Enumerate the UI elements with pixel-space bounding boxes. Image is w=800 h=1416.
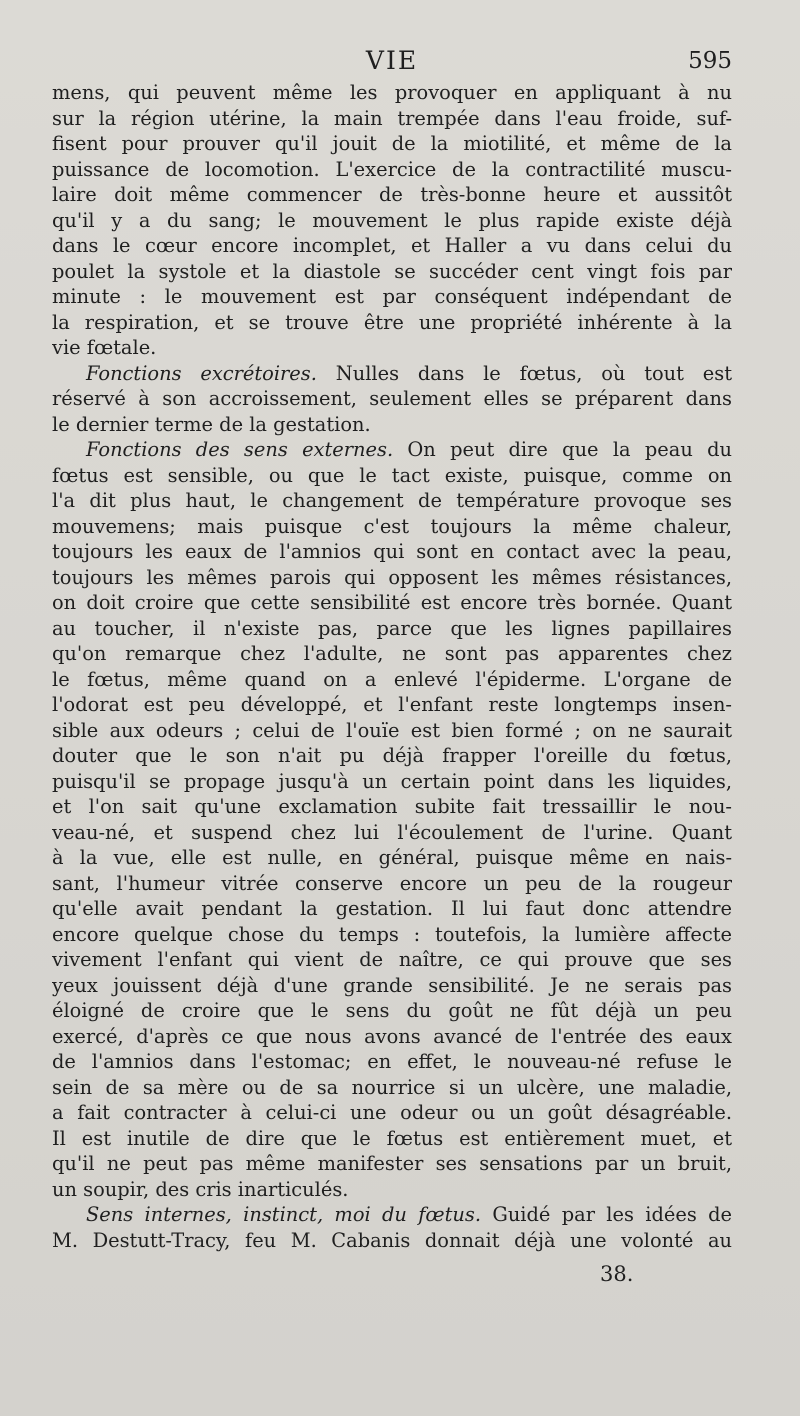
text-line bbox=[52, 616, 732, 642]
text-line bbox=[52, 692, 732, 718]
line-text: un soupir, des cris inarticulés. bbox=[52, 1177, 349, 1201]
text-line bbox=[52, 947, 732, 973]
text-line bbox=[52, 565, 732, 591]
text-line bbox=[52, 208, 732, 234]
text-line bbox=[52, 998, 732, 1024]
text-line bbox=[52, 1049, 732, 1075]
page-number: 595 bbox=[688, 48, 732, 74]
line-text: le fœtus, même quand on a enlevé l'épiderme. L'organe de bbox=[52, 667, 732, 691]
line-text: toujours les eaux de l'amnios qui sont en contact avec la peau, bbox=[52, 540, 732, 563]
line-text: fœtus est sensible, ou que le tact existe, puisque, comme on bbox=[52, 463, 732, 487]
text-line bbox=[52, 157, 732, 183]
line-text: mouvemens; mais puisque c'est toujours la même chaleur, bbox=[52, 514, 732, 538]
line-text: On peut dire que la peau du bbox=[393, 438, 732, 461]
line-text: qu'il ne peut pas même manifester ses sensations par un bruit, bbox=[52, 1152, 732, 1175]
line-text: poulet la systole et la diastole se succéder cent vingt fois par bbox=[52, 259, 732, 283]
line-text: fisent pour prouver qu'il jouit de la miotilité, et même de la bbox=[52, 132, 732, 155]
line-text: veau-né, et suspend chez lui l'écoulement de l'urine. Quant bbox=[52, 820, 732, 844]
text-line bbox=[52, 514, 732, 540]
text-line bbox=[52, 233, 732, 259]
text-line bbox=[52, 361, 732, 387]
line-text: et l'on sait qu'une exclamation subite fait tressaillir le nou- bbox=[52, 795, 732, 818]
line-text: vie fœtale. bbox=[52, 336, 157, 359]
line-text: l'a dit plus haut, le changement de température provoque ses bbox=[52, 489, 732, 512]
text-line bbox=[52, 1228, 732, 1254]
text-line bbox=[52, 106, 732, 132]
line-text: le dernier terme de la gestation. bbox=[52, 412, 371, 436]
line-text: Guidé par les idées de bbox=[481, 1203, 732, 1226]
line-text: puisqu'il se propage jusqu'à un certain point dans les liquides, bbox=[52, 769, 732, 793]
text-line bbox=[52, 284, 732, 310]
text-line bbox=[52, 641, 732, 667]
text-line bbox=[52, 973, 732, 999]
section-heading: Fonctions excrétoires. bbox=[86, 361, 317, 385]
section-heading: Fonctions des sens externes. bbox=[86, 438, 394, 461]
text-line bbox=[52, 310, 732, 336]
line-text: mens, qui peuvent même les provoquer en appliquant à nu bbox=[52, 81, 732, 104]
line-text: qu'il y a du sang; le mouvement le plus rapide existe déjà bbox=[52, 208, 732, 232]
text-line bbox=[52, 896, 732, 922]
text-line bbox=[52, 539, 732, 565]
line-text: a fait contracter à celui-ci une odeur ou un goût désagréable. bbox=[52, 1101, 732, 1124]
signature-mark: 38. bbox=[600, 1262, 634, 1286]
text-line bbox=[52, 1202, 732, 1228]
text-line bbox=[52, 1177, 732, 1203]
line-text: douter que le son n'ait pu déjà frapper l'oreille du fœtus, bbox=[52, 744, 732, 767]
line-text: Nulles dans le fœtus, où tout est bbox=[316, 361, 732, 385]
body-text bbox=[52, 80, 732, 1253]
line-text: exercé, d'après ce que nous avons avancé de l'entrée des eaux bbox=[52, 1024, 732, 1048]
text-line bbox=[52, 463, 732, 489]
text-line bbox=[52, 718, 732, 744]
line-text: yeux jouissent déjà d'une grande sensibilité. Je ne serais pas bbox=[52, 973, 732, 997]
line-text: sein de sa mère ou de sa nourrice si un ulcère, une maladie, bbox=[52, 1075, 732, 1099]
text-line bbox=[52, 743, 732, 769]
text-line bbox=[52, 1151, 732, 1177]
line-text: au toucher, il n'existe pas, parce que les lignes papillaires bbox=[52, 616, 732, 640]
text-line bbox=[52, 1126, 732, 1152]
section-heading: Sens internes, instinct, moi du fœtus. bbox=[86, 1203, 481, 1226]
text-line bbox=[52, 131, 732, 157]
text-line bbox=[52, 182, 732, 208]
line-text: sible aux odeurs ; celui de l'ouïe est bien formé ; on ne saurait bbox=[52, 718, 732, 742]
text-line bbox=[52, 871, 732, 897]
text-line bbox=[52, 335, 732, 361]
line-text: puissance de locomotion. L'exercice de la contractilité muscu- bbox=[52, 157, 732, 181]
line-text: éloigné de croire que le sens du goût ne fût déjà un peu bbox=[52, 999, 732, 1022]
line-text: à la vue, elle est nulle, en général, puisque même en nais- bbox=[52, 846, 732, 869]
text-line bbox=[52, 259, 732, 285]
text-line bbox=[52, 412, 732, 438]
line-text: dans le cœur encore incomplet, et Haller a vu dans celui du bbox=[52, 234, 732, 257]
text-line bbox=[52, 80, 732, 106]
line-text: de l'amnios dans l'estomac; en effet, le nouveau-né refuse le bbox=[52, 1050, 732, 1073]
text-line bbox=[52, 1024, 732, 1050]
running-head bbox=[52, 46, 732, 80]
text-line bbox=[52, 845, 732, 871]
line-text: réservé à son accroissement, seulement elles se préparent dans bbox=[52, 387, 732, 410]
text-line bbox=[52, 386, 732, 412]
text-line bbox=[52, 590, 732, 616]
line-text: on doit croire que cette sensibilité est encore très bornée. Quant bbox=[52, 591, 732, 614]
line-text: M. Destutt-Tracy, feu M. Cabanis donnait déjà une volonté au bbox=[52, 1228, 732, 1252]
line-text: minute : le mouvement est par conséquent indépendant de bbox=[52, 285, 732, 308]
line-text: vivement l'enfant qui vient de naître, ce qui prouve que ses bbox=[52, 948, 732, 971]
line-text: toujours les mêmes parois qui opposent les mêmes résistances, bbox=[52, 565, 732, 589]
text-line bbox=[52, 437, 732, 463]
text-line bbox=[52, 488, 732, 514]
text-line bbox=[52, 667, 732, 693]
text-line bbox=[52, 922, 732, 948]
line-text: sant, l'humeur vitrée conserve encore un peu de la rougeur bbox=[52, 871, 732, 895]
line-text: sur la région utérine, la main trempée dans l'eau froide, suf- bbox=[52, 106, 732, 130]
text-line bbox=[52, 794, 732, 820]
line-text: Il est inutile de dire que le fœtus est entièrement muet, et bbox=[52, 1126, 732, 1150]
line-text: qu'on remarque chez l'adulte, ne sont pas apparentes chez bbox=[52, 642, 732, 665]
text-line bbox=[52, 1075, 732, 1101]
line-text: l'odorat est peu développé, et l'enfant reste longtemps insen- bbox=[52, 693, 732, 716]
line-text: encore quelque chose du temps : toutefois, la lumière affecte bbox=[52, 922, 732, 946]
text-line bbox=[52, 820, 732, 846]
running-title: VIE bbox=[365, 46, 419, 75]
line-text: la respiration, et se trouve être une propriété inhérente à la bbox=[52, 310, 732, 334]
text-line bbox=[52, 769, 732, 795]
text-line bbox=[52, 1100, 732, 1126]
line-text: laire doit même commencer de très-bonne heure et aussitôt bbox=[52, 183, 732, 206]
line-text: qu'elle avait pendant la gestation. Il lui faut donc attendre bbox=[52, 897, 732, 920]
